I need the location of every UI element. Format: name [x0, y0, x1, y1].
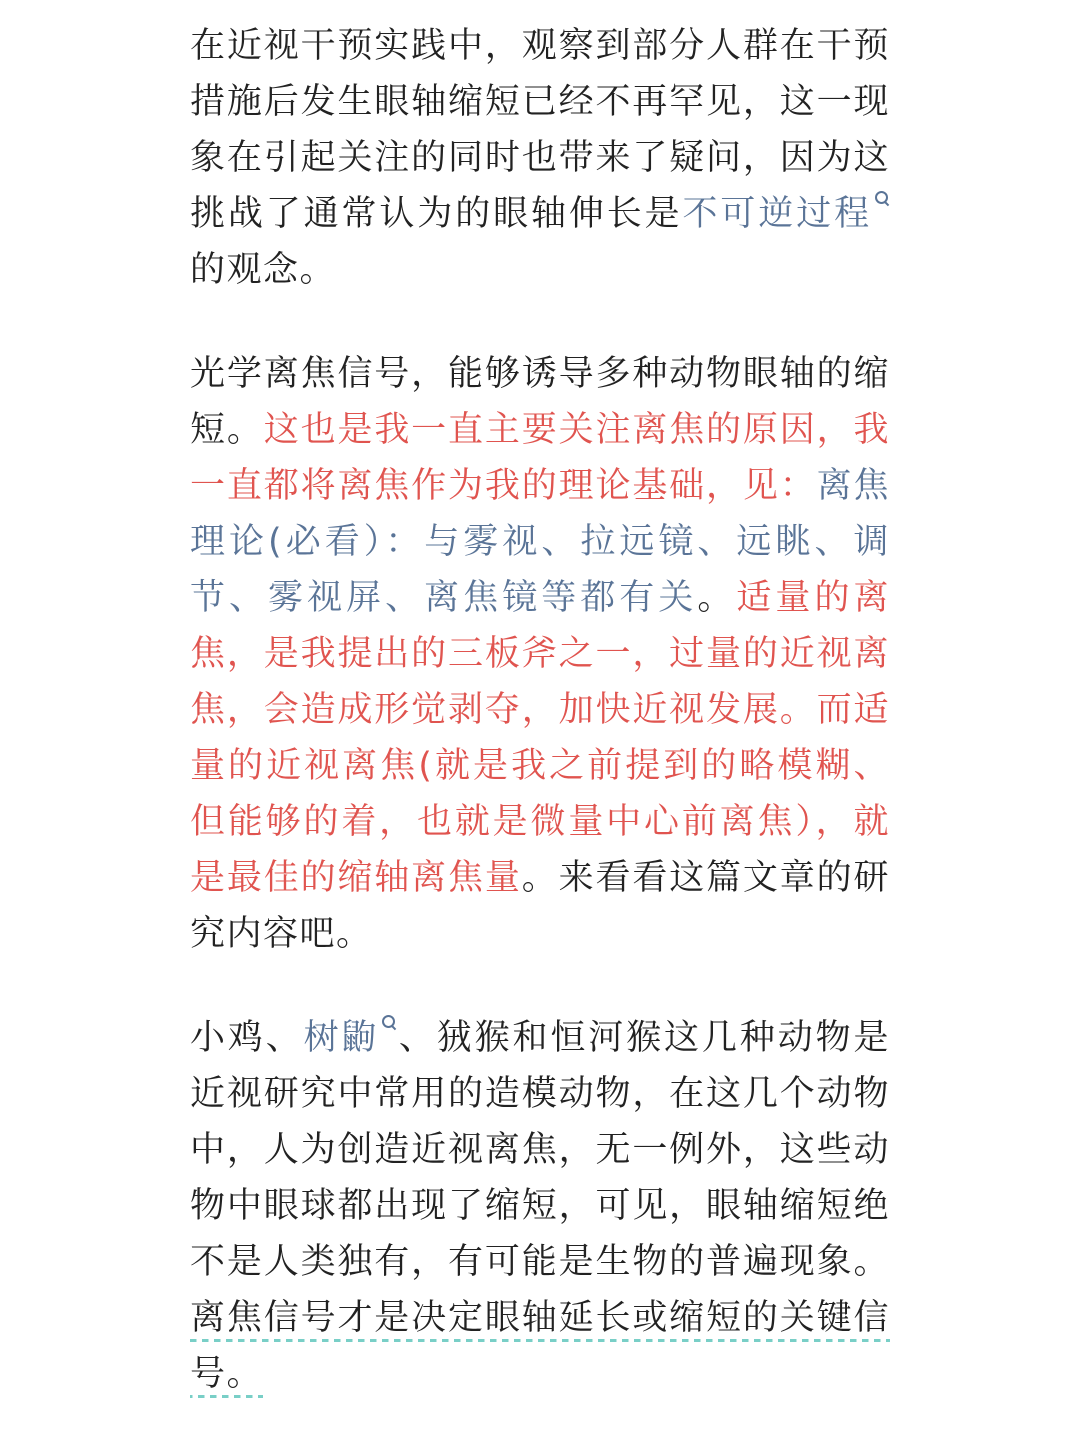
irreversible-process-link[interactable]: 不可逆过程	[682, 194, 872, 234]
underlined-key-sentence: 离焦信号才是决定眼轴延长或缩短的关键信号。	[190, 1298, 890, 1398]
highlight-text-b: 适量的离焦，是我提出的三板斧之一，过量的近视离焦，会造成形觉剥夺，加快近视发展。而适量的近视离焦(就是我之前提到的略模糊、但能够的着，也就是微量中心前离焦），就是最佳的缩轴离焦量	[190, 578, 890, 898]
paragraph-2-text-b: 。	[697, 578, 737, 618]
paragraph-2-text-a: 光学离焦信号，能够诱导多种动物眼轴的缩短。	[190, 354, 890, 450]
paragraph-2-text-c: 。来看看这篇文章的研究内容吧。	[190, 858, 890, 954]
article-body	[190, 18, 890, 1402]
paragraph-3-text-a: 小鸡、	[190, 1018, 304, 1058]
paragraph-3	[190, 1010, 890, 1402]
paragraph-3-text-b: 、狨猴和恒河猴这几种动物是近视研究中常用的造模动物，在这几个动物中，人为创造近视离焦，无一例外，这些动物中眼球都出现了缩短，可见，眼轴缩短绝不是人类独有，有可能是生物的普遍现象。	[190, 1018, 890, 1282]
paragraph-2	[190, 346, 890, 962]
paragraph-1-text-b: 的观念。	[190, 250, 337, 290]
tree-shrew-link[interactable]: 树鼩	[303, 1018, 380, 1058]
paragraph-1-text-a: 在近视干预实践中，观察到部分人群在干预措施后发生眼轴缩短已经不再罕见，这一现象在引起关注的同时也带来了疑问，因为这挑战了通常认为的眼轴伸长是	[190, 26, 890, 234]
defocus-theory-link[interactable]: 离焦理论(必看）：与雾视、拉远镜、远眺、调节、雾视屏、离焦镜等都有关	[190, 466, 890, 618]
search-icon[interactable]	[381, 1015, 397, 1035]
search-icon[interactable]	[874, 191, 890, 211]
highlight-text-a: 这也是我一直主要关注离焦的原因，我一直都将离焦作为我的理论基础，见：	[190, 410, 890, 506]
paragraph-1	[190, 18, 890, 298]
